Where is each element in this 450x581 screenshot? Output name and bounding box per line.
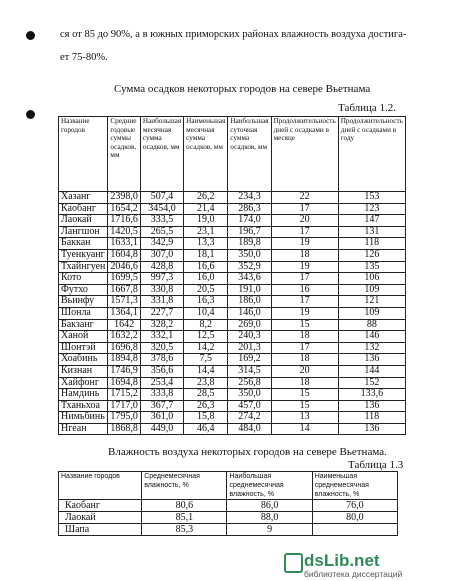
table1-value-cell: 240,3	[228, 331, 271, 343]
table1-value-cell: 16,6	[184, 261, 228, 273]
table1-city-cell: Намдинь	[59, 389, 108, 401]
table2-value-cell: 85,3	[142, 524, 227, 536]
table1-city-cell: Ханой	[59, 331, 108, 343]
table1-value-cell: 1571,3	[108, 296, 141, 308]
logo-sub-text: библиотека диссертаций	[304, 569, 403, 579]
table1-value-cell: 174,0	[228, 215, 271, 227]
table1-header-cell: Название городов	[59, 117, 108, 192]
table2-header-row	[59, 472, 398, 500]
table1-value-cell: 121	[338, 296, 405, 308]
table1-value-cell: 1716,6	[108, 215, 141, 227]
table1-value-cell: 17	[271, 273, 338, 285]
table1-row	[59, 215, 406, 227]
table1-header-cell: Наименьшая месячная сумма осадков, мм	[184, 117, 228, 192]
table1-value-cell: 507,4	[140, 192, 183, 204]
table1-value-cell: 28,5	[184, 389, 228, 401]
table2-header-cell: Наибольшая среднемесячная влажность, %	[227, 472, 312, 500]
table1-header-cell: Продолжительность дней с осадками в году	[338, 117, 405, 192]
table1-value-cell: 136	[338, 423, 405, 435]
table1-city-cell: Хайфонг	[59, 377, 108, 389]
table1-value-cell: 1654,2	[108, 203, 141, 215]
table1-value-cell: 1633,1	[108, 238, 141, 250]
table1-value-cell: 15	[271, 319, 338, 331]
table1-value-cell: 256,8	[228, 377, 271, 389]
table1-value-cell: 1894,8	[108, 354, 141, 366]
table1-value-cell: 1420,5	[108, 226, 141, 238]
table1-value-cell: 350,0	[228, 389, 271, 401]
table1-row	[59, 342, 406, 354]
book-icon	[284, 553, 303, 573]
table1-city-cell: Тхайнгуен	[59, 261, 108, 273]
table1-value-cell: 2046,6	[108, 261, 141, 273]
table1-value-cell: 15	[271, 389, 338, 401]
table1-city-cell: Кото	[59, 273, 108, 285]
table1-value-cell: 15	[271, 400, 338, 412]
table1-title: Сумма осадков некоторых городов на севере Вьетнама	[114, 83, 371, 95]
table1-value-cell: 286,3	[228, 203, 271, 215]
table1-value-cell: 1696,8	[108, 342, 141, 354]
table1-value-cell: 1715,2	[108, 389, 141, 401]
table1-city-cell: Кизнан	[59, 365, 108, 377]
table2-value-cell	[312, 524, 397, 536]
table1-value-cell: 136	[338, 400, 405, 412]
table1-value-cell: 342,9	[140, 238, 183, 250]
table1-value-cell: 18	[271, 377, 338, 389]
table2-value-cell: 9	[227, 524, 312, 536]
table2-header-cell: Среднемесячная влажность, %	[142, 472, 227, 500]
table1-value-cell: 1746,9	[108, 365, 141, 377]
table1-value-cell: 15,8	[184, 412, 228, 424]
table1-row	[59, 284, 406, 296]
table1-value-cell: 10,4	[184, 307, 228, 319]
table1-caption: Таблица 1.2.	[338, 102, 397, 114]
table1-row	[59, 249, 406, 261]
table1-city-cell: Шонла	[59, 307, 108, 319]
table1-value-cell: 17	[271, 342, 338, 354]
table1-value-cell: 307,0	[140, 249, 183, 261]
table1-value-cell: 20	[271, 215, 338, 227]
dslib-logo	[304, 551, 402, 579]
table1-value-cell: 191,0	[228, 284, 271, 296]
table1-value-cell: 189,8	[228, 238, 271, 250]
bullet-icon	[26, 110, 35, 119]
table1-value-cell: 152	[338, 377, 405, 389]
table1-value-cell: 997,3	[140, 273, 183, 285]
table1-row	[59, 389, 406, 401]
table1-value-cell: 253,4	[140, 377, 183, 389]
table1-city-cell: Хазанг	[59, 192, 108, 204]
table1-value-cell: 169,2	[228, 354, 271, 366]
table1-value-cell: 146,0	[228, 307, 271, 319]
table2-value-cell: 86,0	[227, 500, 312, 512]
table1-value-cell: 20	[271, 365, 338, 377]
table1-value-cell: 1694,8	[108, 377, 141, 389]
table1-value-cell: 449,0	[140, 423, 183, 435]
table1-value-cell: 118	[338, 412, 405, 424]
table1-value-cell: 19	[271, 238, 338, 250]
table1-value-cell: 19	[271, 307, 338, 319]
table1-value-cell: 118	[338, 238, 405, 250]
table1-value-cell: 201,3	[228, 342, 271, 354]
table1-value-cell: 12,5	[184, 331, 228, 343]
table1-value-cell: 132	[338, 342, 405, 354]
table2-city-cell: Лаокай	[59, 512, 142, 524]
table1-value-cell: 13	[271, 412, 338, 424]
table1-city-cell: Лаокай	[59, 215, 108, 227]
table1-value-cell: 484,0	[228, 423, 271, 435]
bullet-icon	[26, 31, 35, 40]
table1-value-cell: 343,6	[228, 273, 271, 285]
table1-row	[59, 203, 406, 215]
table1-row	[59, 412, 406, 424]
table1-value-cell: 19,0	[184, 215, 228, 227]
table1-header-cell: Продолжительность дней с осадками в месяце	[271, 117, 338, 192]
table2-humidity	[58, 471, 398, 536]
table1-value-cell: 1364,1	[108, 307, 141, 319]
table1-value-cell: 1795,0	[108, 412, 141, 424]
table1-value-cell: 21,4	[184, 203, 228, 215]
table1-value-cell: 1717,0	[108, 400, 141, 412]
table1-value-cell: 350,0	[228, 249, 271, 261]
table1-value-cell: 356,6	[140, 365, 183, 377]
table1-row	[59, 400, 406, 412]
table1-value-cell: 22	[271, 192, 338, 204]
table1-city-cell: Нимьбинь	[59, 412, 108, 424]
table1-row	[59, 354, 406, 366]
table1-value-cell: 14,2	[184, 342, 228, 354]
table1-value-cell: 1699,5	[108, 273, 141, 285]
table1-value-cell: 17	[271, 226, 338, 238]
table1-city-cell: Каобанг	[59, 203, 108, 215]
table1-value-cell: 16,3	[184, 296, 228, 308]
table1-row	[59, 377, 406, 389]
table1-value-cell: 88	[338, 319, 405, 331]
table2-row	[59, 500, 398, 512]
table1-value-cell: 1667,8	[108, 284, 141, 296]
table1-value-cell: 153	[338, 192, 405, 204]
table1-value-cell: 330,8	[140, 284, 183, 296]
table1-value-cell: 23,8	[184, 377, 228, 389]
table1-value-cell: 269,0	[228, 319, 271, 331]
table1-value-cell: 314,5	[228, 365, 271, 377]
table1-value-cell: 109	[338, 307, 405, 319]
table1-row	[59, 331, 406, 343]
table1-header-cell: Средние годовые суммы осадков, мм	[108, 117, 141, 192]
table1-value-cell: 147	[338, 215, 405, 227]
table1-city-cell: Вьинфу	[59, 296, 108, 308]
table1-row	[59, 238, 406, 250]
table1-row	[59, 423, 406, 435]
table1-value-cell: 18	[271, 331, 338, 343]
table1-value-cell: 136	[338, 354, 405, 366]
table1-value-cell: 8,2	[184, 319, 228, 331]
table1-value-cell: 131	[338, 226, 405, 238]
table1-value-cell: 361,0	[140, 412, 183, 424]
table1-value-cell: 2398,0	[108, 192, 141, 204]
table1-value-cell: 234,3	[228, 192, 271, 204]
table2-title: Влажность воздуха некоторых городов на севере Вьетнама.	[108, 446, 387, 458]
table2-row	[59, 512, 398, 524]
table1-value-cell: 367,7	[140, 400, 183, 412]
table1-header-cell: Наибольшая суточная сумма осадков, мм	[228, 117, 271, 192]
table1-value-cell: 19	[271, 261, 338, 273]
table1-value-cell: 13,3	[184, 238, 228, 250]
table1-value-cell: 1868,8	[108, 423, 141, 435]
table1-value-cell: 109	[338, 284, 405, 296]
table1-header-cell: Наибольшая месячная сумма осадков, мм	[140, 117, 183, 192]
table1-value-cell: 17	[271, 296, 338, 308]
table1-value-cell: 1642	[108, 319, 141, 331]
table1-city-cell: Лангшон	[59, 226, 108, 238]
table1-value-cell: 17	[271, 203, 338, 215]
table1-value-cell: 332,1	[140, 331, 183, 343]
table1-value-cell: 46,4	[184, 423, 228, 435]
table2-city-cell: Шапа	[59, 524, 142, 536]
table1-value-cell: 16	[271, 284, 338, 296]
table2-header-cell: Название городов	[59, 472, 142, 500]
table1-header-row	[59, 117, 406, 192]
table1-value-cell: 20,5	[184, 284, 228, 296]
table1-value-cell: 123	[338, 203, 405, 215]
table2-value-cell: 76,0	[312, 500, 397, 512]
table1-value-cell: 126	[338, 249, 405, 261]
table1-value-cell: 331,8	[140, 296, 183, 308]
paragraph-line-2: ет 75-80%.	[60, 52, 108, 63]
table1-city-cell: Тханьхоа	[59, 400, 108, 412]
table1-row	[59, 261, 406, 273]
table1-value-cell: 227,7	[140, 307, 183, 319]
table1-value-cell: 1604,8	[108, 249, 141, 261]
table2-value-cell: 88,0	[227, 512, 312, 524]
table1-value-cell: 1632,2	[108, 331, 141, 343]
table1-city-cell: Шонтэй	[59, 342, 108, 354]
table1-city-cell: Баккан	[59, 238, 108, 250]
table1-city-cell: Бакзанг	[59, 319, 108, 331]
table1-value-cell: 328,2	[140, 319, 183, 331]
table2-header-cell: Наименьшая среднемесячная влажность, %	[312, 472, 397, 500]
table1-value-cell: 26,3	[184, 400, 228, 412]
table1-value-cell: 265,5	[140, 226, 183, 238]
table1-value-cell: 133,6	[338, 389, 405, 401]
table1-value-cell: 352,9	[228, 261, 271, 273]
table1-value-cell: 320,5	[140, 342, 183, 354]
table1-row	[59, 319, 406, 331]
logo-main-text: dsLib.net	[304, 551, 380, 570]
table1-value-cell: 23,1	[184, 226, 228, 238]
table1-value-cell: 18	[271, 354, 338, 366]
table1-city-cell: Футхо	[59, 284, 108, 296]
table2-value-cell: 85,1	[142, 512, 227, 524]
table1-value-cell: 146	[338, 331, 405, 343]
table1-city-cell: Нгеан	[59, 423, 108, 435]
table1-row	[59, 192, 406, 204]
table1-value-cell: 135	[338, 261, 405, 273]
table1-row	[59, 273, 406, 285]
table2-caption: Таблица 1.3	[348, 459, 404, 471]
table1-value-cell: 196,7	[228, 226, 271, 238]
table1-value-cell: 14,4	[184, 365, 228, 377]
paragraph-line-1: ся от 85 до 90%, а в южных приморских районах влажность воздуха достига-	[60, 29, 407, 40]
table1-city-cell: Хоабинь	[59, 354, 108, 366]
table2-value-cell: 80,0	[312, 512, 397, 524]
table1-value-cell: 378,6	[140, 354, 183, 366]
table1-value-cell: 428,8	[140, 261, 183, 273]
table1-value-cell: 3454,0	[140, 203, 183, 215]
table1-value-cell: 333,8	[140, 389, 183, 401]
table1-value-cell: 457,0	[228, 400, 271, 412]
table1-value-cell: 18	[271, 249, 338, 261]
table1-value-cell: 333,5	[140, 215, 183, 227]
table2-value-cell: 80,6	[142, 500, 227, 512]
table1-value-cell: 274,2	[228, 412, 271, 424]
table1-city-cell: Туенкуанг	[59, 249, 108, 261]
table1-row	[59, 365, 406, 377]
table1-precipitation	[58, 116, 406, 435]
table2-city-cell: Каобанг	[59, 500, 142, 512]
table1-value-cell: 16,0	[184, 273, 228, 285]
table1-row	[59, 307, 406, 319]
table1-value-cell: 7,5	[184, 354, 228, 366]
table1-value-cell: 26,2	[184, 192, 228, 204]
table1-row	[59, 296, 406, 308]
table1-row	[59, 226, 406, 238]
table1-value-cell: 144	[338, 365, 405, 377]
table2-row	[59, 524, 398, 536]
table1-value-cell: 18,1	[184, 249, 228, 261]
table1-value-cell: 106	[338, 273, 405, 285]
table1-value-cell: 186,0	[228, 296, 271, 308]
table1-value-cell: 14	[271, 423, 338, 435]
